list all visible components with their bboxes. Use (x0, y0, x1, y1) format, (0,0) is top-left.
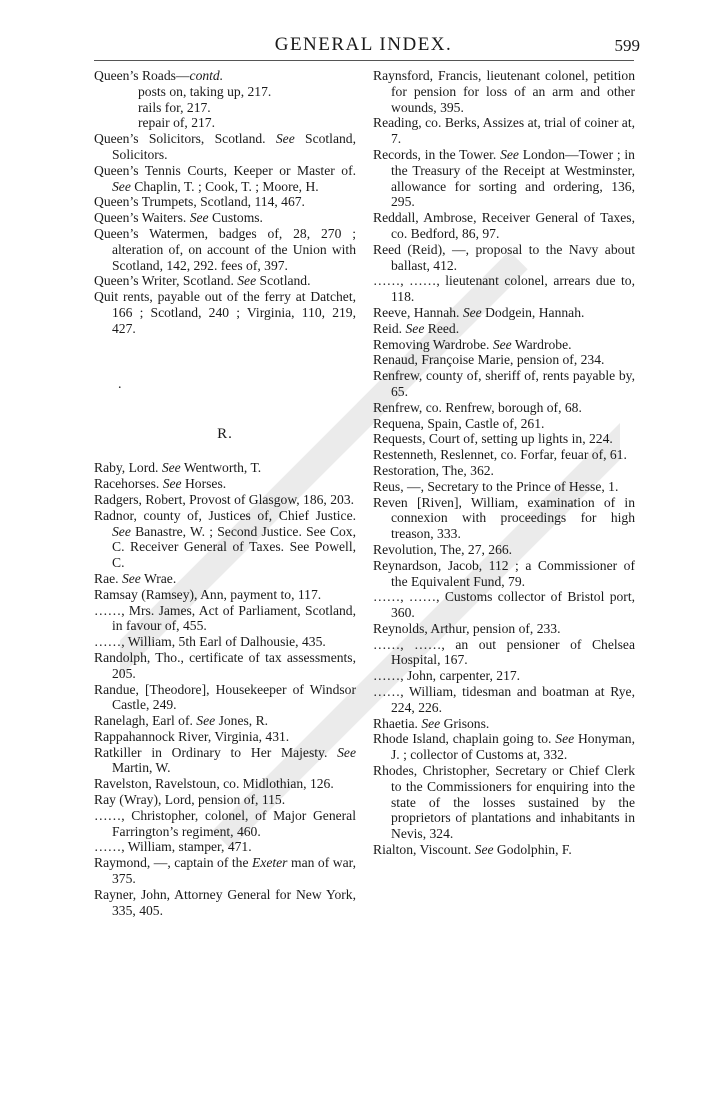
index-entry (373, 447, 635, 463)
entry-text: repair of, 217. (138, 115, 216, 131)
see-reference: See (337, 744, 356, 760)
entry-text: Queen’s Tennis Courts, Keeper or Master of. (94, 162, 356, 178)
see-reference: See (196, 713, 216, 729)
entry-text: ……, ……, Customs collector of Bristol port, 360. (373, 589, 635, 621)
entry-text: Renfrew, county of, sheriff of, rents payable by, 65. (373, 368, 635, 399)
see-reference: See (237, 273, 257, 289)
entry-text: Renfrew, co. Renfrew, borough of, 68. (373, 399, 582, 415)
index-entry (94, 460, 356, 476)
entry-text: Queen’s Writer, Scotland. (94, 273, 238, 289)
entry-rest: Dodgein, Hannah. (481, 304, 585, 320)
index-entry (94, 587, 356, 603)
index-entry (373, 763, 635, 842)
index-entry (94, 210, 356, 226)
index-entry (373, 68, 635, 115)
index-subentry (94, 84, 356, 100)
see-reference: See (555, 731, 575, 747)
index-entry (373, 115, 635, 147)
entry-rest: Scotland. (256, 273, 311, 289)
index-entry (373, 668, 635, 684)
entry-text: Rappahannock River, Virginia, 431. (94, 728, 290, 744)
index-entry (373, 431, 635, 447)
index-entry (94, 855, 356, 887)
entry-text: Ravelston, Ravelstoun, co. Midlothian, 126. (94, 776, 334, 792)
entry-text: Reynolds, Arthur, pension of, 233. (373, 620, 561, 636)
entry-text: Reddall, Ambrose, Receiver General of Taxes, co. Bedford, 86, 97. (373, 210, 635, 241)
index-entry (94, 887, 356, 919)
see-reference: Exeter (252, 855, 288, 871)
see-reference: See (189, 210, 209, 226)
left-entries-r (94, 460, 356, 918)
entry-text: Revolution, The, 27, 266. (373, 541, 513, 557)
index-entry (373, 368, 635, 400)
entry-text: Raynsford, Francis, lieutenant colonel, petition for pension for loss of an arm and other wounds, 395. (373, 68, 635, 115)
entry-text: Radgers, Robert, Provost of Glasgow, 186, 203. (94, 491, 355, 507)
index-entry (373, 352, 635, 368)
index-entry (373, 637, 635, 669)
entry-text: Racehorses. (94, 476, 163, 492)
index-entry (94, 289, 356, 336)
see-reference: See (161, 460, 181, 476)
entry-text: Rae. (94, 570, 122, 586)
entry-text: Restoration, The, 362. (373, 462, 494, 478)
entry-text: Queen’s Roads— (94, 68, 190, 83)
index-entry (94, 808, 356, 840)
see-reference: See (112, 523, 131, 539)
entry-text: ……, William, 5th Earl of Dalhousie, 435. (94, 634, 326, 650)
index-entry (94, 745, 356, 777)
entry-text: Ranelagh, Earl of. (94, 713, 197, 729)
entry-text: Ramsay (Ramsey), Ann, payment to, 117. (94, 586, 322, 602)
entry-text: Ray (Wray), Lord, pension of, 115. (94, 792, 286, 808)
entry-emphasis: contd. (189, 68, 224, 83)
entry-rest: Wentworth, T. (180, 460, 262, 476)
index-subentry (94, 115, 356, 131)
section-letter: R. (217, 425, 233, 442)
index-entry (94, 508, 356, 571)
see-reference: See (162, 476, 182, 492)
entry-rest: Horses. (181, 476, 227, 492)
entry-text: Quit rents, payable out of the ferry at Datchet, 166 ; Scotland, 240 ; Virginia, 110, 219, 427. (94, 289, 356, 336)
index-entry (373, 416, 635, 432)
index-entry (94, 273, 356, 289)
index-entry (94, 603, 356, 635)
left-column (94, 68, 356, 918)
entry-text: Reading, co. Berks, Assizes at, trial of coiner at, 7. (373, 115, 635, 147)
entry-text: ……, Mrs. James, Act of Parliament, Scotland, in favour of, 455. (94, 602, 356, 634)
entry-rest: Grisons. (440, 715, 490, 731)
entry-text: ……, ……, an out pensioner of Chelsea Hospital, 167. (373, 636, 635, 668)
index-entry (94, 634, 356, 650)
entry-rest: Jones, R. (215, 713, 269, 729)
entry-rest: man of war, 375. (112, 855, 356, 887)
entry-text: Requena, Spain, Castle of, 261. (373, 415, 545, 431)
entry-text: Radnor, county of, Justices of, Chief Justice. (94, 507, 356, 523)
stray-mark (94, 383, 356, 407)
entry-rest: London—Tower ; in the Treasury of the Receipt at Westminster, allowance for sorting and ordering, 136, 295. (391, 146, 635, 210)
entry-text: Rayner, John, Attorney General for New York, 335, 405. (94, 886, 356, 918)
entry-rest: Martin, W. (112, 760, 171, 776)
entry-text: Queen’s Watermen, badges of, 28, 270 ; alteration of, on account of the Union with Scotland, 142, 292. fees of, 397. (94, 225, 356, 273)
index-entry (94, 492, 356, 508)
entry-text: Randue, [Theodore], Housekeeper of Windsor Castle, 249. (94, 681, 356, 713)
entry-text: ……, Christopher, colonel, of Major General Farrington’s regiment, 460. (94, 807, 356, 839)
entry-text: ……, John, carpenter, 217. (373, 668, 521, 684)
index-entry (373, 210, 635, 242)
index-entry (373, 273, 635, 305)
index-entry (373, 558, 635, 590)
index-entry (373, 321, 635, 337)
index-entry (94, 729, 356, 745)
entry-rest: Customs. (208, 210, 263, 226)
index-entry (373, 621, 635, 637)
index-entry (373, 337, 635, 353)
see-reference: See (474, 842, 494, 858)
see-reference: See (492, 336, 512, 352)
entry-text: Reeve, Hannah. (373, 304, 463, 320)
entry-rest: Scotland, Solicitors. (112, 131, 356, 162)
entry-text: rails for, 217. (138, 99, 211, 115)
entry-text: Reven [Riven], William, examination of in connexion with proceedings for high treason, 333. (373, 494, 635, 542)
index-entry (373, 716, 635, 732)
page-number: 599 (614, 36, 640, 55)
right-column (373, 68, 635, 858)
index-entry (373, 684, 635, 716)
see-reference: See (405, 320, 425, 336)
entry-text: Restenneth, Reslennet, co. Forfar, feuar of, 61. (373, 447, 627, 463)
index-entry (94, 839, 356, 855)
entry-text: Rhodes, Christopher, Secretary or Chief Clerk to the Commissioners for enquiring into the state of the losses sustained by the proprietors of plantations and inhabitants in Nevis, 324. (373, 763, 635, 842)
index-entry (94, 713, 356, 729)
index-entry (373, 242, 635, 274)
index-entry (373, 463, 635, 479)
entry-text: Records, in the Tower. (373, 146, 501, 162)
index-entry (94, 163, 356, 195)
index-entry (373, 147, 635, 210)
entry-text: Requests, Court of, setting up lights in, 224. (373, 431, 613, 447)
entry-rest: Reed. (424, 320, 460, 336)
entry-text: Rhode Island, chaplain going to. (373, 731, 556, 747)
index-entry (94, 650, 356, 682)
entry-text: Queen’s Trumpets, Scotland, 114, 467. (94, 194, 305, 210)
see-reference: See (500, 146, 519, 162)
index-subentry (94, 100, 356, 116)
page-title: GENERAL INDEX. (274, 34, 453, 55)
entry-rest: Banastre, W. ; Second Justice. See Cox, C. Receiver General of Taxes. See Powell, C. (112, 523, 356, 571)
left-entries-top (94, 68, 356, 337)
entry-text: Ratkiller in Ordinary to Her Majesty. (94, 744, 338, 760)
index-entry (373, 589, 635, 621)
entry-rest: Honyman, J. ; collector of Customs at, 332. (391, 731, 635, 763)
entry-text: Queen’s Waiters. (94, 210, 190, 226)
entry-rest: Wardrobe. (511, 336, 572, 352)
header-divider (94, 60, 634, 61)
index-entry (373, 400, 635, 416)
index-entry (373, 479, 635, 495)
entry-text: Reid. (373, 320, 406, 336)
entry-text: ……, William, tidesman and boatman at Rye, 224, 226. (373, 684, 635, 715)
see-reference: See (275, 131, 295, 147)
right-entries (373, 68, 635, 858)
index-entry (373, 842, 635, 858)
index-entry (94, 476, 356, 492)
entry-text: Queen’s Solicitors, Scotland. (94, 131, 276, 147)
entry-rest: Chaplin, T. ; Cook, T. ; Moore, H. (130, 178, 319, 194)
index-entry (94, 776, 356, 792)
entry-text: Reus, —, Secretary to the Prince of Hesse, 1. (373, 478, 619, 494)
index-entry (94, 68, 356, 84)
entry-text: Rialton, Viscount. (373, 842, 475, 858)
index-entry (373, 495, 635, 542)
entry-rest: Godolphin, F. (493, 842, 572, 858)
entry-text: ……, William, stamper, 471. (94, 839, 252, 855)
entry-text: Rhaetia. (373, 715, 422, 731)
entry-text: Raby, Lord. (94, 460, 162, 476)
index-entry (94, 571, 356, 587)
index-entry (94, 682, 356, 714)
index-entry (373, 542, 635, 558)
entry-text: posts on, taking up, 217. (138, 83, 272, 99)
entry-text: ……, ……, lieutenant colonel, arrears due to, 118. (373, 273, 635, 305)
see-reference: See (112, 178, 131, 194)
index-entry (94, 194, 356, 210)
index-entry (373, 731, 635, 763)
see-reference: See (121, 570, 141, 586)
entry-text: Randolph, Tho., certificate of tax assessments, 205. (94, 649, 356, 681)
entry-text: Removing Wardrobe. (373, 336, 493, 352)
entry-text: Reed (Reid), —, proposal to the Navy about ballast, 412. (373, 241, 635, 273)
entry-rest: Wrae. (140, 570, 177, 586)
see-reference: See (421, 715, 441, 731)
entry-text: Raymond, —, captain of the (94, 855, 252, 871)
entry-text: Renaud, Françoise Marie, pension of, 234. (373, 352, 605, 368)
index-entry (94, 131, 356, 163)
spacer (94, 337, 356, 383)
index-entry (373, 305, 635, 321)
index-entry (94, 792, 356, 808)
index-entry (94, 226, 356, 273)
see-reference: See (462, 304, 482, 320)
entry-text: Reynardson, Jacob, 112 ; a Commissioner of the Equivalent Fund, 79. (373, 557, 635, 589)
